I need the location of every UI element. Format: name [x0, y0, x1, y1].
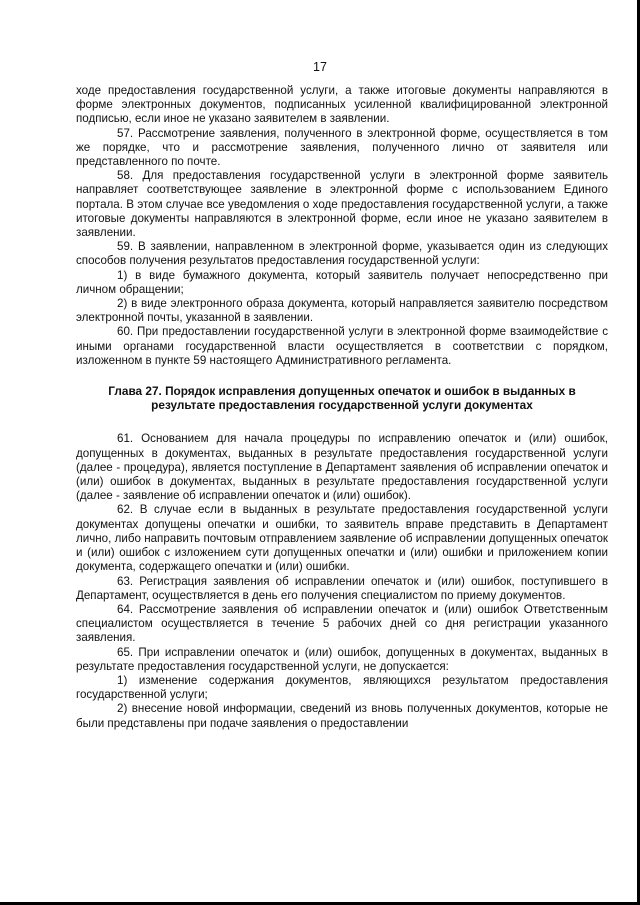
paragraph-60: 60. При предоставлении государственной услуги в электронной форме взаимодействие с иными органами государственной власти осуществляется в соответствии с порядком, изложенном в пункте 59 настоящего Административного регламента. — [76, 325, 608, 367]
paragraph-continuation: ходе предоставления государственной услуги, а также итоговые документы направляются в форме электронных документов, подписанных усиленной квалифицированной электронной подписью, если иное не указано заявителем в заявлении. — [76, 84, 608, 126]
chapter-title: Глава 27. Порядок исправления допущенных опечаток и ошибок в выданных в результате предоставления государственной услуги документах — [108, 384, 576, 413]
paragraph-65-item-2: 2) внесение новой информации, сведений из вновь полученных документов, которые не были представлены при подаче заявления о предоставлении — [76, 702, 608, 730]
paragraph-62: 62. В случае если в выданных в результате предоставления государственной услуги документах допущены опечатки и ошибки, то заявитель вправе представить в Департамент лично, либо направить почтовым отправлением заявление об исправлении допущенных опечаток и (или) ошибок с изложением сути допущенных опечатки и (или) ошибки и приложением копии документа, содержащего опечатки и (или) ошибки. — [76, 503, 608, 574]
paragraph-59-item-1: 1) в виде бумажного документа, который заявитель получает непосредственно при личном обращении; — [76, 268, 608, 296]
page-number: 17 — [313, 60, 327, 74]
paragraph-59: 59. В заявлении, направленном в электронной форме, указывается один из следующих способов получения результатов предоставления государственной услуги: — [76, 240, 608, 268]
paragraph-58: 58. Для предоставления государственной услуги в электронной форме заявитель направляет соответствующее заявление в электронной форме с использованием Единого портала. В этом случае все уведомления о ходе предоставления государственной услуги, а также итоговые документы направляются в электронной форме, если иное не указано заявителем в заявлении. — [76, 169, 608, 240]
document-body — [76, 84, 608, 731]
paragraph-59-item-2: 2) в виде электронного образа документа, который направляется заявителю посредством электронной почты, указанной в заявлении. — [76, 297, 608, 325]
paragraph-57: 57. Рассмотрение заявления, полученного в электронной форме, осуществляется в том же порядке, что и рассмотрение заявления, полученного лично от заявителя или представленного по почте. — [76, 126, 608, 169]
paragraph-61: 61. Основанием для начала процедуры по исправлению опечаток и (или) ошибок, допущенных в документах, выданных в результате предоставления государственной услуги (далее - процедура), является поступление в Департамент заявления об исправлении опечаток и (или) ошибок в документах, выданных в результате предоставления государственной услуги (далее - заявление об исправлении опечаток и (или) ошибок). — [76, 432, 608, 503]
paragraph-64: 64. Рассмотрение заявления об исправлении опечаток и (или) ошибок Ответственным специалистом осуществляется в течение 5 рабочих дней со дня регистрации указанного заявления. — [76, 602, 608, 645]
paragraph-63: 63. Регистрация заявления об исправлении опечаток и (или) ошибок, поступившего в Департамент, осуществляется в день его получения специалистом по приему документов. — [76, 574, 608, 602]
paragraph-65-item-1: 1) изменение содержания документов, являющихся результатом предоставления государственной услуги; — [76, 673, 608, 702]
paragraph-65: 65. При исправлении опечаток и (или) ошибок, допущенных в документах, выданных в результате предоставления государственной услуги, не допускается: — [76, 645, 608, 673]
